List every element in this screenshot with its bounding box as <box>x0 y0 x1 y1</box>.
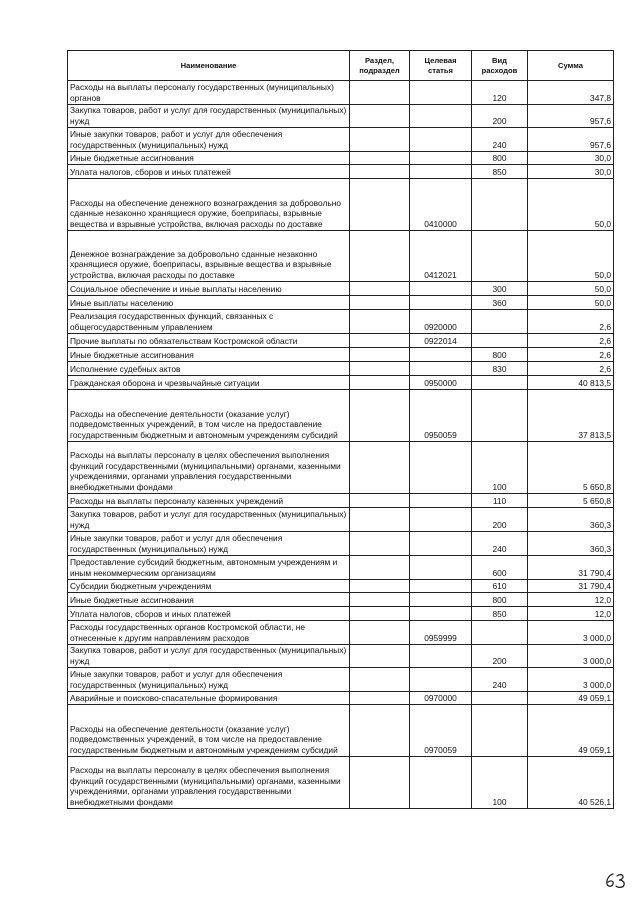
cell-kind <box>472 231 528 282</box>
cell-name: Иные бюджетные ассигнования <box>68 152 350 165</box>
cell-target <box>410 494 472 508</box>
table-row <box>68 580 614 593</box>
cell-sum: 2,6 <box>528 362 614 376</box>
table-row <box>68 532 614 556</box>
table-row <box>68 692 614 705</box>
cell-name: Аварийные и поисково-спасательные формирования <box>68 692 350 705</box>
table-row <box>68 645 614 668</box>
cell-kind: 600 <box>472 556 528 580</box>
table-row <box>68 705 614 757</box>
cell-kind: 120 <box>472 81 528 105</box>
budget-table <box>67 50 614 809</box>
cell-target <box>410 532 472 556</box>
cell-name: Денежное вознаграждение за добровольно сданные незаконно хранящиеся оружие, боеприпасы, взрывные вещества и взрывные устройства, включая расходы по доставке <box>68 231 350 282</box>
cell-sum: 50,0 <box>528 231 614 282</box>
cell-sum: 40 526,1 <box>528 757 614 809</box>
cell-target <box>410 128 472 152</box>
cell-section <box>350 593 410 607</box>
cell-kind: 800 <box>472 152 528 165</box>
cell-target: 0922014 <box>410 334 472 348</box>
cell-kind: 610 <box>472 580 528 593</box>
cell-name: Иные закупки товаров, работ и услуг для обеспечения государственных (муниципальных) нужд <box>68 668 350 692</box>
cell-target: 0970000 <box>410 692 472 705</box>
cell-kind <box>472 692 528 705</box>
cell-sum: 3 000,0 <box>528 621 614 645</box>
cell-target <box>410 296 472 310</box>
cell-name: Расходы на выплаты персоналу казенных учреждений <box>68 494 350 508</box>
cell-name: Расходы на обеспечение деятельности (оказание услуг) подведомственных учреждений, в том числе на предоставление государственным бюджетным и автономным учреждениям субсидий <box>68 390 350 442</box>
cell-sum: 360,3 <box>528 532 614 556</box>
cell-section <box>350 105 410 128</box>
cell-name: Прочие выплаты по обязательствам Костромской области <box>68 334 350 348</box>
cell-section <box>350 282 410 296</box>
cell-section <box>350 532 410 556</box>
cell-section <box>350 692 410 705</box>
cell-sum: 31 790,4 <box>528 556 614 580</box>
cell-kind: 200 <box>472 645 528 668</box>
table-row <box>68 152 614 165</box>
cell-kind: 110 <box>472 494 528 508</box>
cell-sum: 49 059,1 <box>528 692 614 705</box>
cell-section <box>350 231 410 282</box>
cell-sum: 2,6 <box>528 348 614 362</box>
table-header-row <box>68 51 614 81</box>
table-body <box>68 81 614 809</box>
cell-section <box>350 376 410 390</box>
cell-name: Уплата налогов, сборов и иных платежей <box>68 607 350 621</box>
cell-kind: 850 <box>472 165 528 179</box>
cell-kind: 800 <box>472 348 528 362</box>
cell-kind: 100 <box>472 442 528 494</box>
cell-name: Уплата налогов, сборов и иных платежей <box>68 165 350 179</box>
cell-kind: 830 <box>472 362 528 376</box>
cell-sum: 3 000,0 <box>528 645 614 668</box>
table-row <box>68 105 614 128</box>
cell-sum: 50,0 <box>528 282 614 296</box>
cell-target <box>410 508 472 532</box>
cell-name: Закупка товаров, работ и услуг для государственных (муниципальных) нужд <box>68 508 350 532</box>
cell-target <box>410 442 472 494</box>
cell-name: Иные закупки товаров, работ и услуг для обеспечения государственных (муниципальных) нужд <box>68 128 350 152</box>
header-name: Наименование <box>68 51 350 81</box>
cell-kind: 100 <box>472 757 528 809</box>
cell-kind: 200 <box>472 508 528 532</box>
cell-sum: 12,0 <box>528 593 614 607</box>
cell-target <box>410 348 472 362</box>
cell-target <box>410 757 472 809</box>
cell-name: Реализация государственных функций, связанных с общегосударственным управлением <box>68 310 350 334</box>
cell-name: Иные бюджетные ассигнования <box>68 593 350 607</box>
cell-section <box>350 442 410 494</box>
cell-name: Исполнение судебных актов <box>68 362 350 376</box>
cell-section <box>350 348 410 362</box>
table-row <box>68 348 614 362</box>
cell-target <box>410 556 472 580</box>
cell-target: 0920000 <box>410 310 472 334</box>
table-row <box>68 757 614 809</box>
cell-sum: 957,6 <box>528 128 614 152</box>
cell-target: 0950059 <box>410 390 472 442</box>
cell-kind: 800 <box>472 593 528 607</box>
cell-section <box>350 645 410 668</box>
table-row <box>68 128 614 152</box>
cell-section <box>350 607 410 621</box>
header-section: Раздел, подраздел <box>350 51 410 81</box>
table-row <box>68 494 614 508</box>
table-row <box>68 668 614 692</box>
cell-sum: 5 650,8 <box>528 442 614 494</box>
cell-sum: 360,3 <box>528 508 614 532</box>
cell-sum: 31 790,4 <box>528 580 614 593</box>
cell-name: Предоставление субсидий бюджетным, автономным учреждениям и иным некоммерческим организациям <box>68 556 350 580</box>
cell-name: Расходы на выплаты персоналу в целях обеспечения выполнения функций государственными (муниципальными) органами, казенными учреждениями, органами управления государственными внебюджетными фондами <box>68 442 350 494</box>
table-row <box>68 362 614 376</box>
cell-section <box>350 580 410 593</box>
cell-kind <box>472 179 528 231</box>
cell-sum: 37 813,5 <box>528 390 614 442</box>
table-row <box>68 165 614 179</box>
cell-section <box>350 310 410 334</box>
cell-section <box>350 362 410 376</box>
cell-target <box>410 152 472 165</box>
table-row <box>68 556 614 580</box>
table-row <box>68 390 614 442</box>
cell-target: 0412021 <box>410 231 472 282</box>
handwritten-page-number-icon <box>604 871 628 889</box>
table-row <box>68 282 614 296</box>
cell-sum: 50,0 <box>528 296 614 310</box>
cell-kind <box>472 390 528 442</box>
cell-sum: 347,8 <box>528 81 614 105</box>
table-row <box>68 621 614 645</box>
cell-section <box>350 508 410 532</box>
cell-kind: 240 <box>472 128 528 152</box>
cell-name: Расходы на обеспечение деятельности (оказание услуг) подведомственных учреждений, в том числе на предоставление государственным бюджетным и автономным учреждениям субсидий <box>68 705 350 757</box>
cell-name: Субсидии бюджетным учреждениям <box>68 580 350 593</box>
cell-kind <box>472 310 528 334</box>
cell-sum: 2,6 <box>528 334 614 348</box>
cell-section <box>350 81 410 105</box>
cell-target <box>410 282 472 296</box>
cell-section <box>350 152 410 165</box>
cell-name: Расходы на выплаты персоналу в целях обеспечения выполнения функций государственными (муниципальными) органами, казенными учреждениями, органами управления государственными внебюджетными фондами <box>68 757 350 809</box>
table-row <box>68 310 614 334</box>
cell-kind <box>472 621 528 645</box>
cell-target <box>410 362 472 376</box>
cell-section <box>350 668 410 692</box>
table-row <box>68 296 614 310</box>
cell-target: 0970059 <box>410 705 472 757</box>
cell-name: Иные бюджетные ассигнования <box>68 348 350 362</box>
cell-name: Расходы на обеспечение денежного вознаграждения за добровольно сданные незаконно хранящиеся оружие, боеприпасы, взрывные вещества и взрывные устройства, включая расходы по доставке <box>68 179 350 231</box>
cell-kind: 240 <box>472 668 528 692</box>
cell-sum: 957,6 <box>528 105 614 128</box>
cell-target: 0950000 <box>410 376 472 390</box>
table-row <box>68 508 614 532</box>
cell-section <box>350 296 410 310</box>
cell-kind: 850 <box>472 607 528 621</box>
header-kind: Вид расходов <box>472 51 528 81</box>
cell-target <box>410 165 472 179</box>
cell-target <box>410 81 472 105</box>
table-row <box>68 442 614 494</box>
cell-name: Иные выплаты населению <box>68 296 350 310</box>
cell-kind: 200 <box>472 105 528 128</box>
cell-name: Иные закупки товаров, работ и услуг для обеспечения государственных (муниципальных) нужд <box>68 532 350 556</box>
cell-sum: 50,0 <box>528 179 614 231</box>
cell-target <box>410 607 472 621</box>
cell-target: 0410000 <box>410 179 472 231</box>
cell-target <box>410 593 472 607</box>
cell-kind: 300 <box>472 282 528 296</box>
cell-kind: 360 <box>472 296 528 310</box>
cell-sum: 2,6 <box>528 310 614 334</box>
cell-target <box>410 580 472 593</box>
cell-sum: 30,0 <box>528 152 614 165</box>
cell-section <box>350 621 410 645</box>
header-sum: Сумма <box>528 51 614 81</box>
table-row <box>68 334 614 348</box>
cell-sum: 3 000,0 <box>528 668 614 692</box>
cell-name: Расходы государственных органов Костромской области, не отнесенные к другим направлениям расходов <box>68 621 350 645</box>
cell-target <box>410 105 472 128</box>
cell-section <box>350 556 410 580</box>
cell-sum: 30,0 <box>528 165 614 179</box>
cell-target <box>410 668 472 692</box>
cell-sum: 12,0 <box>528 607 614 621</box>
cell-section <box>350 179 410 231</box>
cell-name: Гражданская оборона и чрезвычайные ситуации <box>68 376 350 390</box>
cell-kind: 240 <box>472 532 528 556</box>
table-row <box>68 81 614 105</box>
cell-kind <box>472 705 528 757</box>
cell-name: Социальное обеспечение и иные выплаты населению <box>68 282 350 296</box>
cell-section <box>350 390 410 442</box>
cell-section <box>350 165 410 179</box>
cell-sum: 49 059,1 <box>528 705 614 757</box>
cell-section <box>350 494 410 508</box>
header-target: Целевая статья <box>410 51 472 81</box>
document-page <box>67 50 613 809</box>
cell-name: Закупка товаров, работ и услуг для государственных (муниципальных) нужд <box>68 645 350 668</box>
table-row <box>68 376 614 390</box>
table-row <box>68 231 614 282</box>
cell-name: Закупка товаров, работ и услуг для государственных (муниципальных) нужд <box>68 105 350 128</box>
table-row <box>68 593 614 607</box>
cell-section <box>350 128 410 152</box>
cell-kind <box>472 334 528 348</box>
cell-target <box>410 645 472 668</box>
cell-sum: 5 650,8 <box>528 494 614 508</box>
table-row <box>68 179 614 231</box>
cell-name: Расходы на выплаты персоналу государственных (муниципальных) органов <box>68 81 350 105</box>
cell-target: 0959999 <box>410 621 472 645</box>
cell-section <box>350 757 410 809</box>
cell-section <box>350 334 410 348</box>
table-row <box>68 607 614 621</box>
cell-kind <box>472 376 528 390</box>
cell-sum: 40 813,5 <box>528 376 614 390</box>
cell-section <box>350 705 410 757</box>
